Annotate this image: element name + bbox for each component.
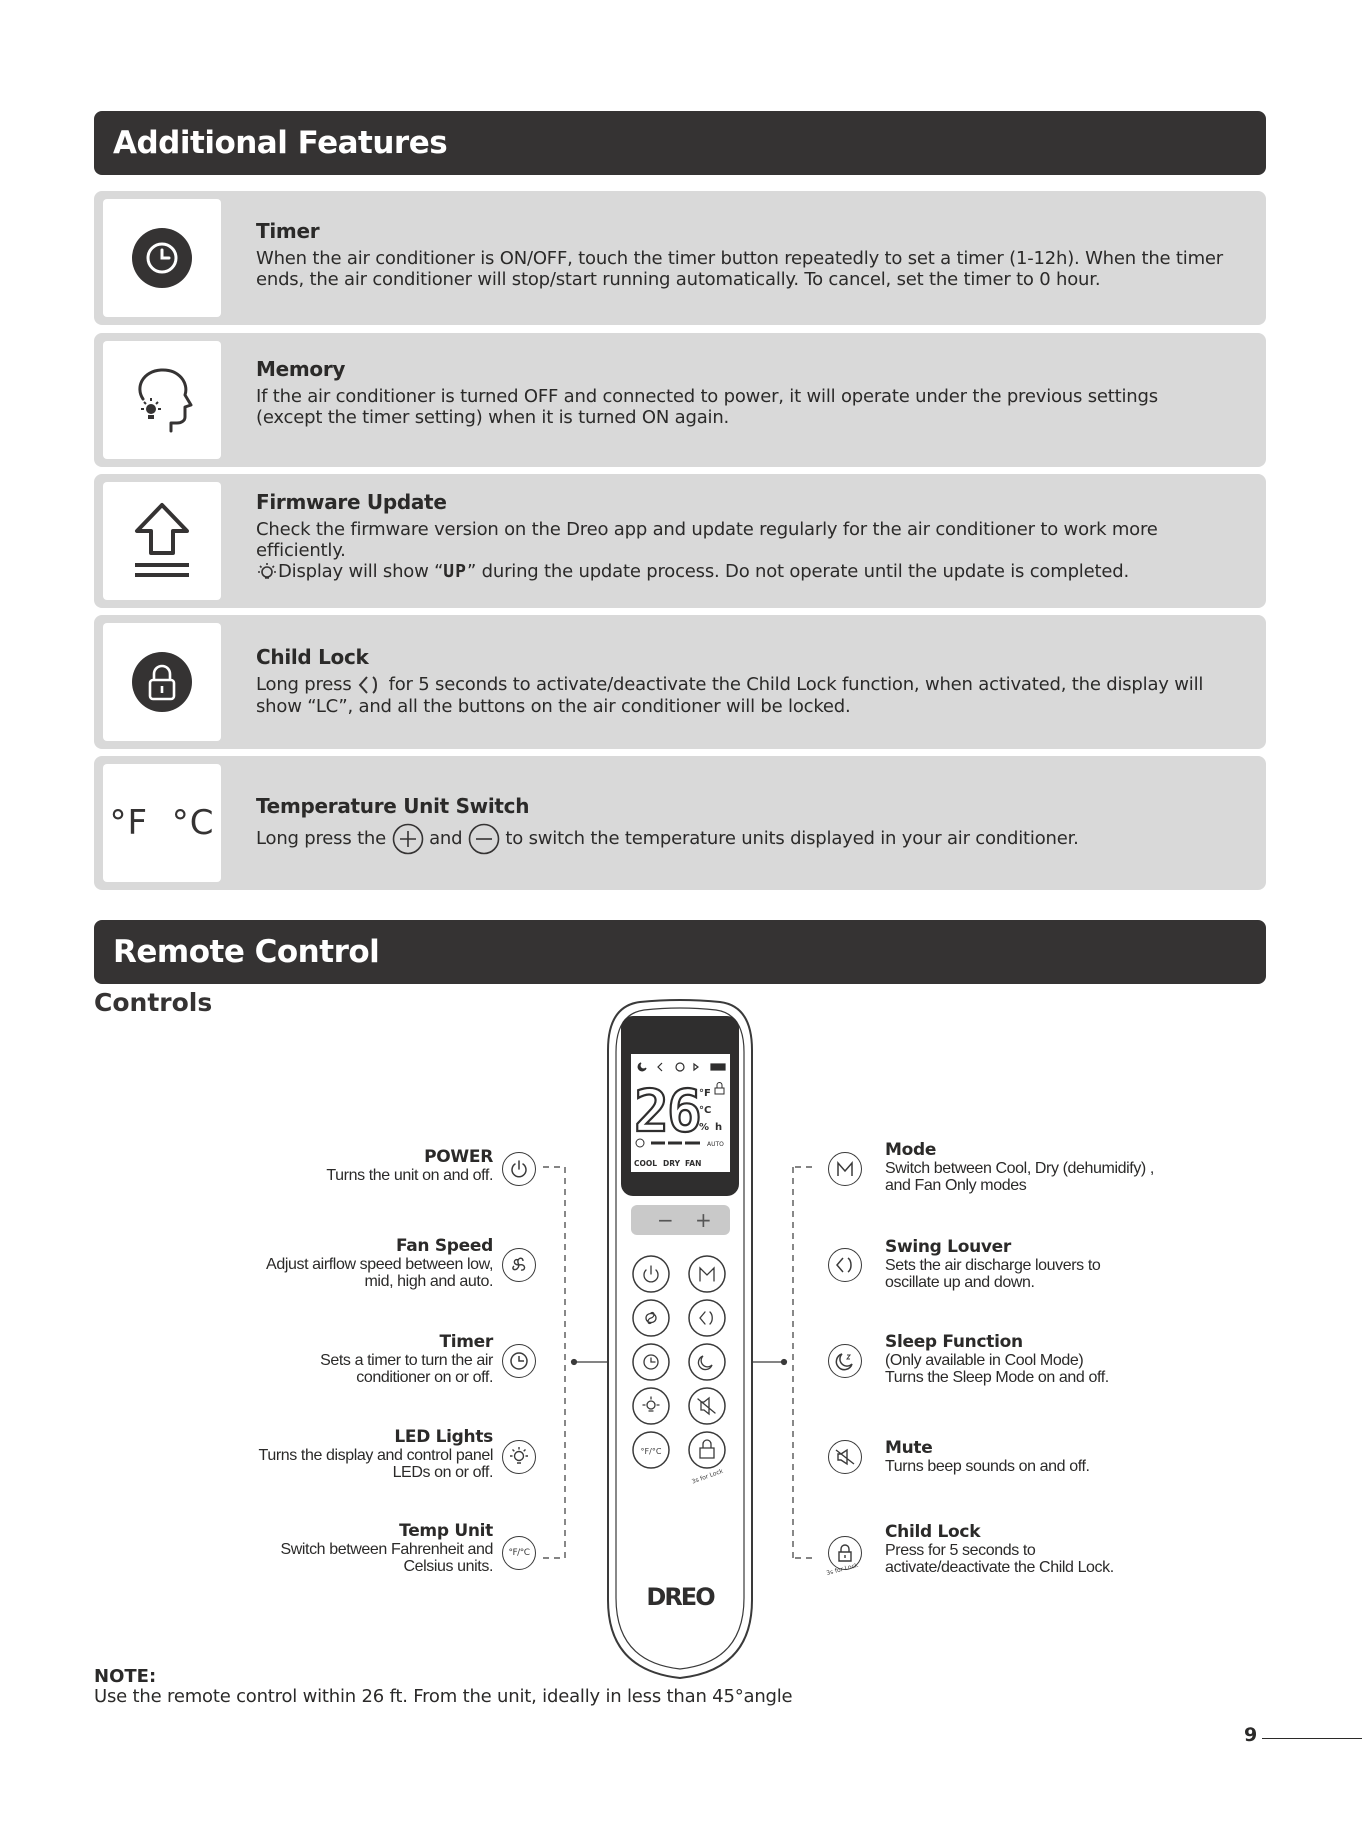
lcd-temperature: 26	[634, 1077, 700, 1145]
callout-child-lock: Child Lock Press for 5 seconds to activate/deactivate the Child Lock.	[885, 1522, 1114, 1576]
remote-led-button	[633, 1388, 669, 1424]
note-text: Use the remote control within 26 ft. From the unit, ideally in less than 45°angle	[94, 1686, 793, 1707]
feature-title: Temperature Unit Switch	[256, 794, 530, 818]
feature-text: Long press for 5 seconds to activate/deactivate the Child Lock function, when activated, the display will show “LC”, and all the buttons on the air conditioner will be locked.	[256, 674, 1204, 717]
remote-plus-button: +	[695, 1208, 712, 1232]
remote-sleep-button	[689, 1344, 725, 1380]
lcd-mode-cool: COOL	[634, 1159, 658, 1168]
callout-mode: Mode Switch between Cool, Dry (dehumidify) , and Fan Only modes	[885, 1140, 1154, 1194]
feature-text: Check the firmware version on the Dreo app and update regularly for the air conditioner to work more efficiently.	[256, 519, 1158, 561]
page-number: 9	[1244, 1724, 1258, 1746]
callout-temp-unit: Temp Unit Switch between Fahrenheit and Celsius units.	[280, 1521, 493, 1575]
feature-text: Long press the and to switch the temperature units displayed in your air conditioner.	[256, 823, 1226, 855]
remote-adjust-pill	[631, 1205, 730, 1235]
remote-lock-button	[689, 1432, 725, 1468]
tip-text-before: Display will show “	[278, 561, 444, 582]
callout-timer: Timer Sets a timer to turn the air conditioner on or off.	[320, 1332, 493, 1386]
power-icon	[502, 1152, 536, 1186]
mode-icon	[828, 1152, 862, 1186]
section-header-remote-control: Remote Control	[94, 920, 1266, 984]
fan-icon	[502, 1248, 536, 1282]
remote-temp-unit-label: °F/°C	[640, 1447, 662, 1456]
bulb-icon	[502, 1440, 536, 1474]
feature-title: Memory	[256, 357, 346, 381]
note-label: NOTE:	[94, 1666, 157, 1687]
degrees-icon: °F °C	[109, 803, 215, 843]
display-code-up: UP	[443, 561, 467, 582]
callout-led-lights: LED Lights Turns the display and control panel LEDs on or off.	[258, 1427, 493, 1481]
feature-text: If the air conditioner is turned OFF and connected to power, it will operate under the previous settings (except the timer setting) when it is turned ON again.	[256, 386, 1158, 428]
lcd-mode-fan: FAN	[685, 1159, 702, 1168]
feature-title: Child Lock	[256, 645, 369, 669]
swing-icon	[828, 1248, 862, 1282]
lcd-unit-hour: h	[715, 1122, 723, 1133]
callout-mute: Mute Turns beep sounds on and off.	[885, 1438, 1090, 1475]
callout-power: POWER Turns the unit on and off.	[326, 1147, 493, 1184]
remote-mode-button	[689, 1256, 725, 1292]
tip-text-after: ” during the update process. Do not operate until the update is completed.	[466, 561, 1129, 582]
lcd-auto: AUTO	[707, 1141, 724, 1148]
mute-icon	[828, 1440, 862, 1474]
remote-lock-sublabel: 3s for Lock	[690, 1467, 725, 1486]
lcd-unit-c: °C	[699, 1105, 712, 1116]
lcd-mode-dry: DRY	[663, 1159, 681, 1168]
callout-fan-speed: Fan Speed Adjust airflow speed between low, mid, high and auto.	[266, 1236, 493, 1290]
page-number-rule	[1262, 1738, 1362, 1739]
lock-sublabel: 3s for Lock	[825, 1561, 860, 1578]
feature-title: Firmware Update	[256, 490, 447, 514]
lcd-unit-percent: %	[699, 1122, 710, 1133]
remote-swing-button	[689, 1300, 725, 1336]
lcd-unit-f: °F	[699, 1088, 711, 1099]
callout-sleep-function: Sleep Function (Only available in Cool Mode) Turns the Sleep Mode on and off.	[885, 1332, 1109, 1386]
controls-heading: Controls	[94, 988, 213, 1017]
feature-text: When the air conditioner is ON/OFF, touch the timer button repeatedly to set a timer (1-12h). When the timer ends, the air conditioner will stop/start running automatically. To cancel, set the timer to 0 hour.	[256, 248, 1224, 290]
section-header-additional-features: Additional Features	[94, 111, 1266, 175]
remote-minus-button: −	[657, 1208, 674, 1232]
sleep-icon	[828, 1344, 862, 1378]
remote-brand-logo: DREO	[646, 1583, 714, 1611]
clock-icon	[502, 1344, 536, 1378]
temp-unit-icon: °F/°C	[502, 1536, 536, 1570]
feature-title: Timer	[256, 219, 320, 243]
callout-swing-louver: Swing Louver Sets the air discharge louvers to oscillate up and down.	[885, 1237, 1101, 1291]
